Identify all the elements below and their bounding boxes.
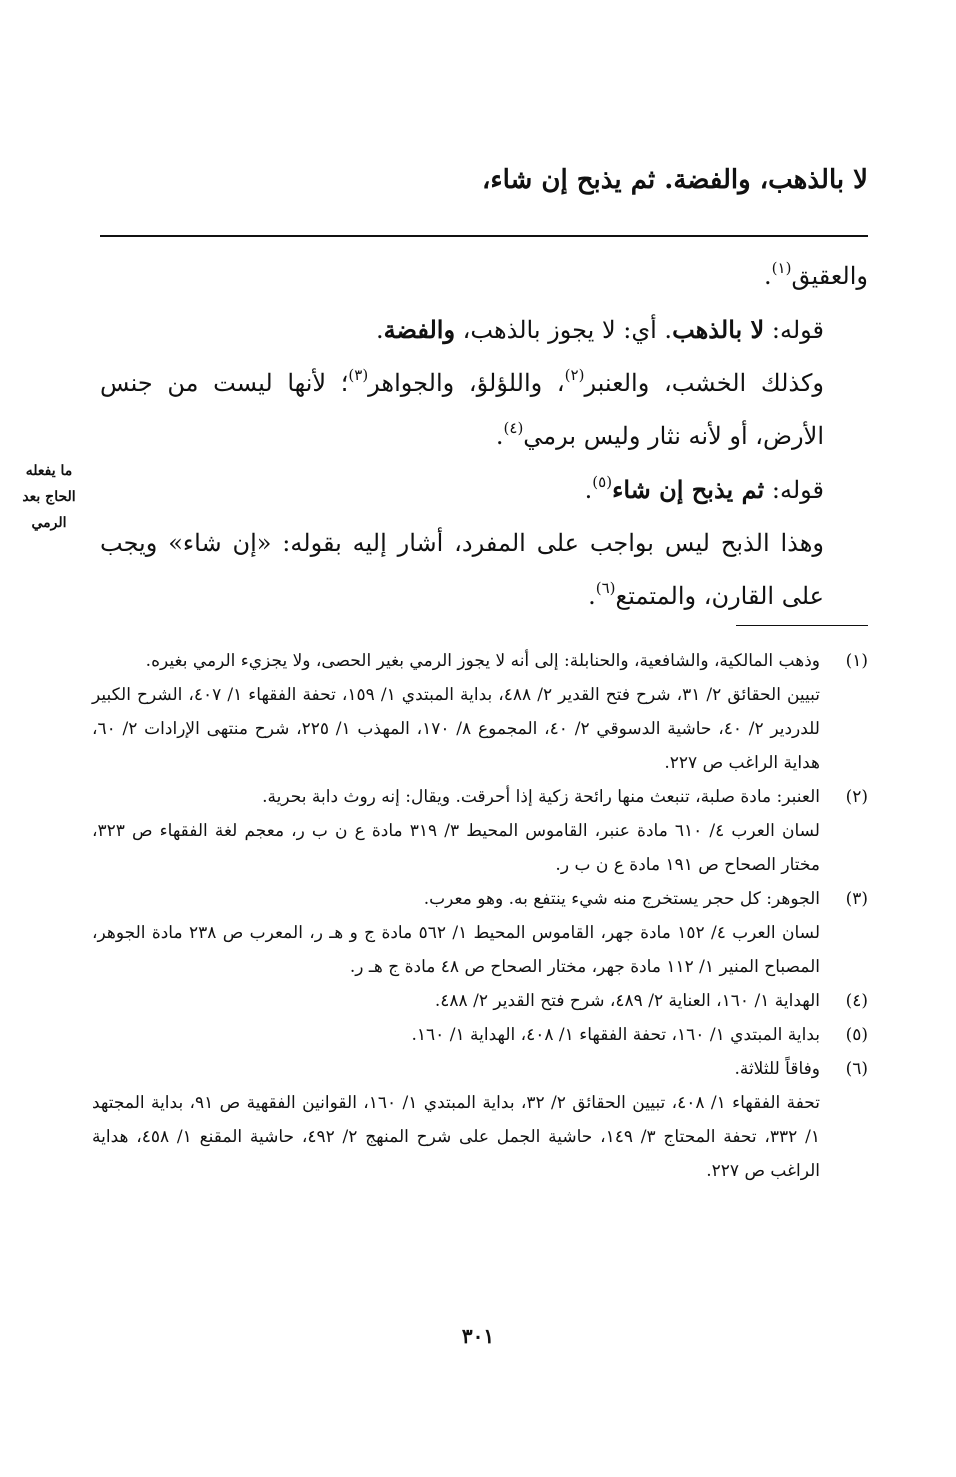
quoted-term: ثم يذبح إن شاء: [612, 475, 765, 504]
quoted-term: لا بالذهب: [672, 315, 765, 344]
footnote: [92, 1018, 868, 1052]
footnote-rule: [736, 625, 868, 626]
main-text: [100, 250, 868, 623]
margin-note-line: الرمي: [31, 515, 67, 531]
footnote: [92, 780, 868, 882]
margin-note: [8, 458, 90, 536]
running-header: لا بالذهب، والفضة. ثم يذبح إن شاء،: [482, 165, 868, 195]
footnote-ref: (١): [771, 259, 792, 277]
footnote-text: الجوهر: كل حجر يستخرج منه شيء ينتفع به. وهو معرب.: [423, 889, 820, 909]
footnote-sources: لسان العرب ٤/ ١٥٢ مادة جهر، القاموس المحيط ١/ ٥٦٢ مادة ج و هـ ر، المعرب ص ٢٣٨ مادة الجوهر، المصباح المنير ١/ ١١٢ مادة جهر، مختار الصحاح ص ٤٨ مادة ج هـ ر.: [92, 923, 821, 977]
paragraph-5: وهذا الذبح ليس بواجب على المفرد، أشار إليه بقوله: «إن شاء» ويجب على القارن، والمتمتع$^{(٦)}$.: [100, 529, 824, 610]
footnote-text: بداية المبتدي ١/ ١٦٠، تحفة الفقهاء ١/ ٤٠٨، الهداية ١/ ١٦٠.: [411, 1025, 820, 1045]
footnote-ref: (٣): [348, 366, 369, 384]
footnote-sources: لسان العرب ٤/ ٦١٠ مادة عنبر، القاموس المحيط ٣/ ٣١٩ مادة ع ن ب ر، معجم لغة الفقهاء ص ٣٢٣، مختار الصحاح ص ١٩١ مادة ع ن ب ر.: [92, 821, 820, 875]
footnote-text: الهداية ١/ ١٦٠، العناية ٢/ ٤٨٩، شرح فتح القدير ٢/ ٤٨٨.: [434, 991, 820, 1011]
header-rule: [100, 235, 868, 237]
footnote-number: (٤): [845, 991, 868, 1011]
footnote-text: وذهب المالكية، والشافعية، والحنابلة: إلى أنه لا يجوز الرمي بغير الحصى، ولا يجزيء الرمي بغيره.: [145, 651, 820, 671]
footnote: [92, 644, 868, 780]
margin-note-line: الحاج بعد: [22, 489, 76, 505]
footnote-number: (٥): [845, 1025, 868, 1045]
footnote-ref: (٤): [503, 419, 524, 437]
footnote-number: (٢): [845, 787, 868, 807]
footnote-text: العنبر: مادة صلبة، تنبعث منها رائحة زكية إذا أحرقت. ويقال: إنه روث دابة بحرية.: [262, 787, 820, 807]
paragraph-4: قوله: ثم يذبح إن شاء$^{(٥)}$.: [584, 473, 824, 504]
footnotes: [92, 644, 868, 1188]
footnote-number: (١): [845, 651, 868, 671]
page-number: ٣٠١: [461, 1324, 495, 1348]
footnote-ref: (٦): [595, 579, 616, 597]
footnote-sources: تحفة الفقهاء ١/ ٤٠٨، تبيين الحقائق ٢/ ٣٢، بداية المبتدي ١/ ١٦٠، القوانين الفقهية ص ٩١، بداية المجتهد ١/ ٣٣٢، تحفة المحتاج ٣/ ١٤٩، حاشية الجمل على شرح المنهج ٢/ ٤٩٢، حاشية المقنع ١/ ٤٥٨، هداية الراغب ص ٢٢٧.: [92, 1093, 820, 1181]
quoted-term: والفضة: [383, 315, 456, 344]
footnote-number: (٣): [845, 889, 868, 909]
paragraph-2: قوله: لا بالذهب. أي: لا يجوز بالذهب، والفضة.: [376, 315, 824, 344]
footnote-sources: تبيين الحقائق ٢/ ٣١، شرح فتح القدير ٢/ ٤٨٨، بداية المبتدي ١/ ١٥٩، تحفة الفقهاء ١/ ٤٠٧، الشرح الكبير للدردير ٢/ ٤٠، حاشية الدسوقي ٢/ ٤٠، المجموع ٨/ ١٧٠، المهذب ١/ ٢٢٥، شرح منتهى الإرادات ٢/ ٦٠، هداية الراغب ص ٢٢٧.: [92, 685, 821, 773]
footnote-ref: (٥): [592, 473, 613, 491]
margin-note-line: ما يفعله: [25, 463, 73, 479]
paragraph-1: والعقيق$^{(١)}$.: [764, 259, 868, 290]
paragraph-3: وكذلك الخشب، والعنبر$^{(٢)}$، واللؤلؤ، والجواهر$^{(٣)}$؛ لأنها ليست من جنس الأرض، أو لأنه نثار وليس برمي$^{(٤)}$.: [100, 366, 824, 450]
footnote-ref: (٢): [564, 366, 585, 384]
footnote-text: وفاقاً للثلاثة.: [734, 1059, 820, 1079]
footnote: [92, 1052, 868, 1188]
footnote-number: (٦): [845, 1059, 868, 1079]
footnote: [92, 882, 868, 984]
footnote: [92, 984, 868, 1018]
